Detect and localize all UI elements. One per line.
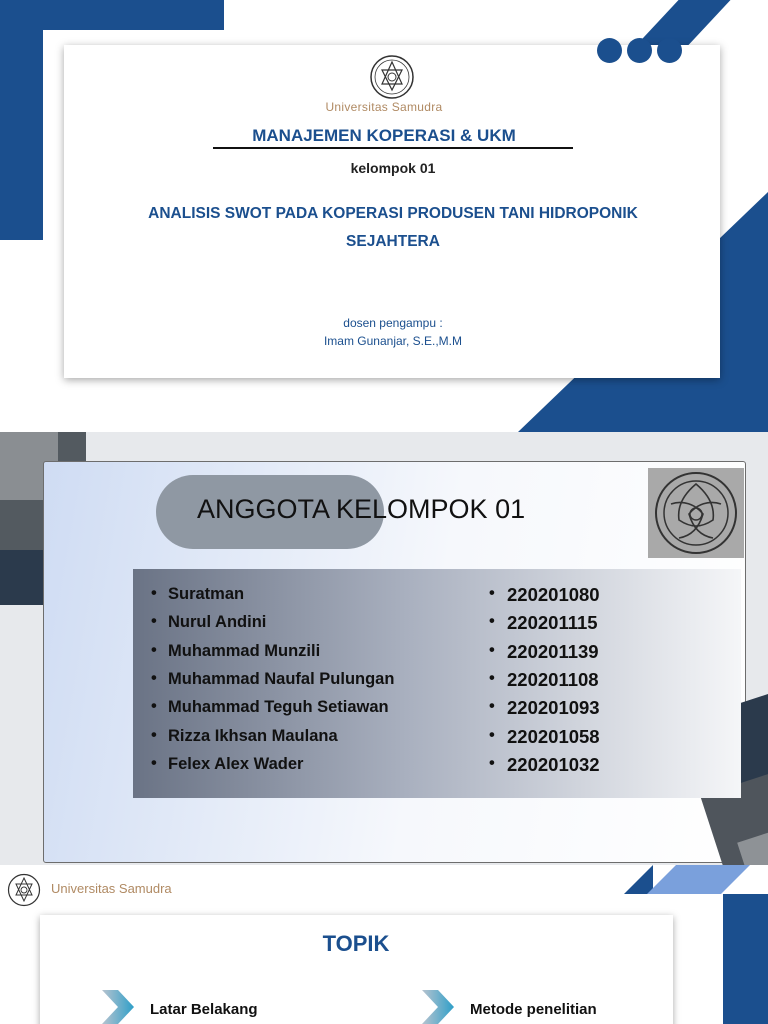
bullet: • (489, 697, 495, 715)
decor-dot (657, 38, 682, 63)
members-list (133, 569, 741, 798)
list-item (133, 726, 741, 754)
decor-light-blue-band (647, 865, 750, 894)
bullet: • (151, 584, 157, 602)
bullet: • (489, 726, 495, 744)
university-name: Universitas Samudra (51, 881, 172, 896)
member-id: 220201093 (507, 697, 600, 718)
bullet: • (151, 754, 157, 772)
bullet: • (151, 697, 157, 715)
topics-title: TOPIK (322, 931, 390, 956)
group-label: kelompok 01 (350, 160, 436, 176)
bullet: • (151, 641, 157, 659)
university-seal-icon (653, 470, 739, 556)
bullet: • (489, 641, 495, 659)
bullet: • (151, 726, 157, 744)
course-title: MANAJEMEN KOPERASI & UKM (252, 126, 516, 145)
logo-box (648, 468, 744, 558)
bullet: • (489, 754, 495, 772)
members-slide (0, 432, 768, 865)
member-name: Suratman (168, 585, 245, 603)
member-name: Muhammad Naufal Pulungan (168, 670, 395, 688)
members-heading: ANGGOTA KELOMPOK 01 (197, 494, 526, 524)
lecturer-name: Imam Gunanjar, S.E.,M.M (323, 334, 463, 348)
bullet: • (489, 612, 495, 630)
university-name: Universitas Samudra (325, 100, 443, 114)
topic-item: Latar Belakang (150, 1001, 258, 1018)
member-name: Rizza Ikhsan Maulana (168, 727, 338, 745)
presentation-title (110, 200, 676, 256)
topic-item: Metode penelitian (470, 1001, 597, 1018)
chevron-right-icon (100, 990, 134, 1024)
decor-blue-bar-right (723, 894, 768, 1024)
title-underline (213, 147, 573, 149)
decor-blue-bar-left (0, 0, 43, 240)
presentation-title-line2: SEJAHTERA (346, 233, 440, 250)
decor-blue-triangle (624, 865, 653, 894)
university-seal-icon (369, 54, 415, 100)
bullet: • (151, 612, 157, 630)
title-slide (0, 0, 768, 432)
university-seal-icon (7, 873, 41, 907)
list-item (133, 669, 741, 697)
member-name: Nurul Andini (168, 613, 267, 631)
member-id: 220201108 (507, 669, 599, 690)
list-item (133, 612, 741, 640)
member-name: Muhammad Teguh Setiawan (168, 698, 389, 716)
list-item (133, 697, 741, 725)
decor-dots (597, 38, 682, 63)
member-id: 220201139 (507, 641, 599, 662)
bullet: • (151, 669, 157, 687)
bullet: • (489, 669, 495, 687)
decor-dot (627, 38, 652, 63)
lecturer-label: dosen pengampu : (343, 316, 443, 330)
decor-dot (597, 38, 622, 63)
list-item (133, 584, 741, 612)
member-id: 220201058 (507, 726, 600, 747)
member-id: 220201115 (507, 612, 598, 633)
member-name: Felex Alex Wader (168, 755, 304, 773)
topics-slide (0, 865, 768, 1024)
list-item (133, 754, 741, 782)
member-id: 220201032 (507, 754, 600, 775)
presentation-title-line1: ANALISIS SWOT PADA KOPERASI PRODUSEN TANI HIDROPONIK (148, 205, 638, 222)
bullet: • (489, 584, 495, 602)
member-name: Muhammad Munzili (168, 642, 321, 660)
list-item (133, 641, 741, 669)
chevron-right-icon (420, 990, 454, 1024)
member-id: 220201080 (507, 584, 600, 605)
